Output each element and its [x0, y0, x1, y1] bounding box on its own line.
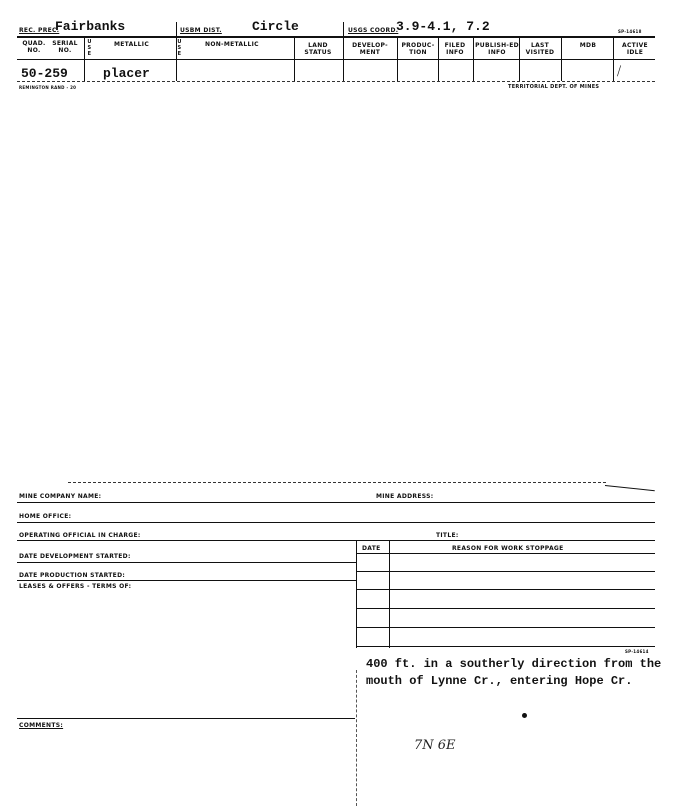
divider — [343, 22, 344, 36]
rule — [17, 540, 655, 541]
col-non-metallic: NON-METALLIC — [205, 41, 259, 48]
location-note-line-1: 400 ft. in a southerly direction from the — [366, 657, 662, 671]
mine-company-name-label: MINE COMPANY NAME: — [19, 493, 102, 500]
divider — [561, 37, 562, 81]
title-label: TITLE: — [436, 532, 459, 539]
divider — [613, 37, 614, 81]
usbm-dist-value: Circle — [252, 19, 299, 34]
col-use-2: U S E — [177, 39, 182, 57]
col-use-1: U S E — [87, 39, 92, 57]
col-quad-no: QUAD. NO. — [22, 40, 46, 54]
col-production: PRODUC-TION — [401, 42, 435, 56]
ink-dot — [522, 713, 527, 718]
usgs-coord-value: 3.9-4.1, 7.2 — [396, 19, 490, 34]
divider — [356, 540, 357, 648]
col-last-visited: LAST VISITED — [525, 42, 555, 56]
usbm-dist-label: USBM DIST. — [180, 27, 222, 34]
col-mdb: MDB — [579, 42, 597, 49]
divider — [397, 37, 398, 81]
card-top-edge — [68, 482, 606, 483]
reason-col-label: REASON FOR WORK STOPPAGE — [452, 545, 564, 552]
column-header-rule — [17, 59, 655, 60]
date-col-label: DATE — [362, 545, 381, 552]
card-edge — [356, 670, 357, 806]
serial-value: 50-259 — [21, 66, 68, 81]
date-production-started-label: DATE PRODUCTION STARTED: — [19, 572, 126, 579]
rule — [356, 646, 655, 647]
rule — [356, 608, 655, 609]
form-number: SP-14618 — [618, 29, 642, 34]
rec-prec-value: Fairbanks — [55, 19, 126, 34]
divider — [176, 37, 177, 81]
form-number-2: SP-14614 — [625, 649, 649, 654]
divider — [438, 37, 439, 81]
rule — [17, 502, 655, 503]
rule — [356, 627, 655, 628]
rule — [356, 571, 655, 572]
rule — [17, 580, 357, 581]
col-land-status: LAND STATUS — [304, 42, 332, 56]
date-development-started-label: DATE DEVELOPMENT STARTED: — [19, 553, 131, 560]
divider — [84, 37, 85, 81]
rule — [356, 589, 655, 590]
divider — [176, 22, 177, 36]
printer-mark: REMINGTON RAND - 20 — [19, 85, 77, 90]
mine-address-label: MINE ADDRESS: — [376, 493, 434, 500]
territorial-dept: TERRITORIAL DEPT. OF MINES — [508, 84, 600, 90]
rule — [17, 562, 357, 563]
col-published-info: PUBLISH-ED INFO — [475, 42, 519, 56]
metallic-value: placer — [103, 66, 150, 81]
handwritten-township: 7N 6E — [414, 738, 456, 753]
leases-offers-label: LEASES & OFFERS - TERMS OF: — [19, 583, 132, 590]
header-rule — [17, 36, 655, 38]
col-filed-info: FILED INFO — [444, 42, 466, 56]
divider — [343, 37, 344, 81]
home-office-label: HOME OFFICE: — [19, 513, 72, 520]
rec-prec-label: REC. PREC. — [19, 27, 60, 34]
card-corner-edge — [605, 485, 655, 491]
divider — [294, 37, 295, 81]
col-development: DEVELOP-MENT — [352, 42, 388, 56]
location-note-line-2: mouth of Lynne Cr., entering Hope Cr. — [366, 674, 633, 688]
usgs-coord-label: USGS COORD. — [348, 27, 399, 34]
active-idle-mark: ⧸ — [617, 64, 622, 78]
divider — [389, 540, 390, 648]
col-active-idle: ACTIVE IDLE — [622, 42, 648, 56]
operating-official-label: OPERATING OFFICIAL IN CHARGE: — [19, 532, 141, 539]
col-metallic: METALLIC — [114, 41, 150, 48]
rule — [17, 522, 655, 523]
col-serial-no: SERIAL NO. — [52, 40, 78, 54]
comments-label: COMMENTS: — [19, 722, 64, 729]
rule — [17, 718, 355, 719]
rule — [356, 553, 655, 554]
row-rule — [17, 81, 655, 82]
divider — [473, 37, 474, 81]
divider — [519, 37, 520, 81]
